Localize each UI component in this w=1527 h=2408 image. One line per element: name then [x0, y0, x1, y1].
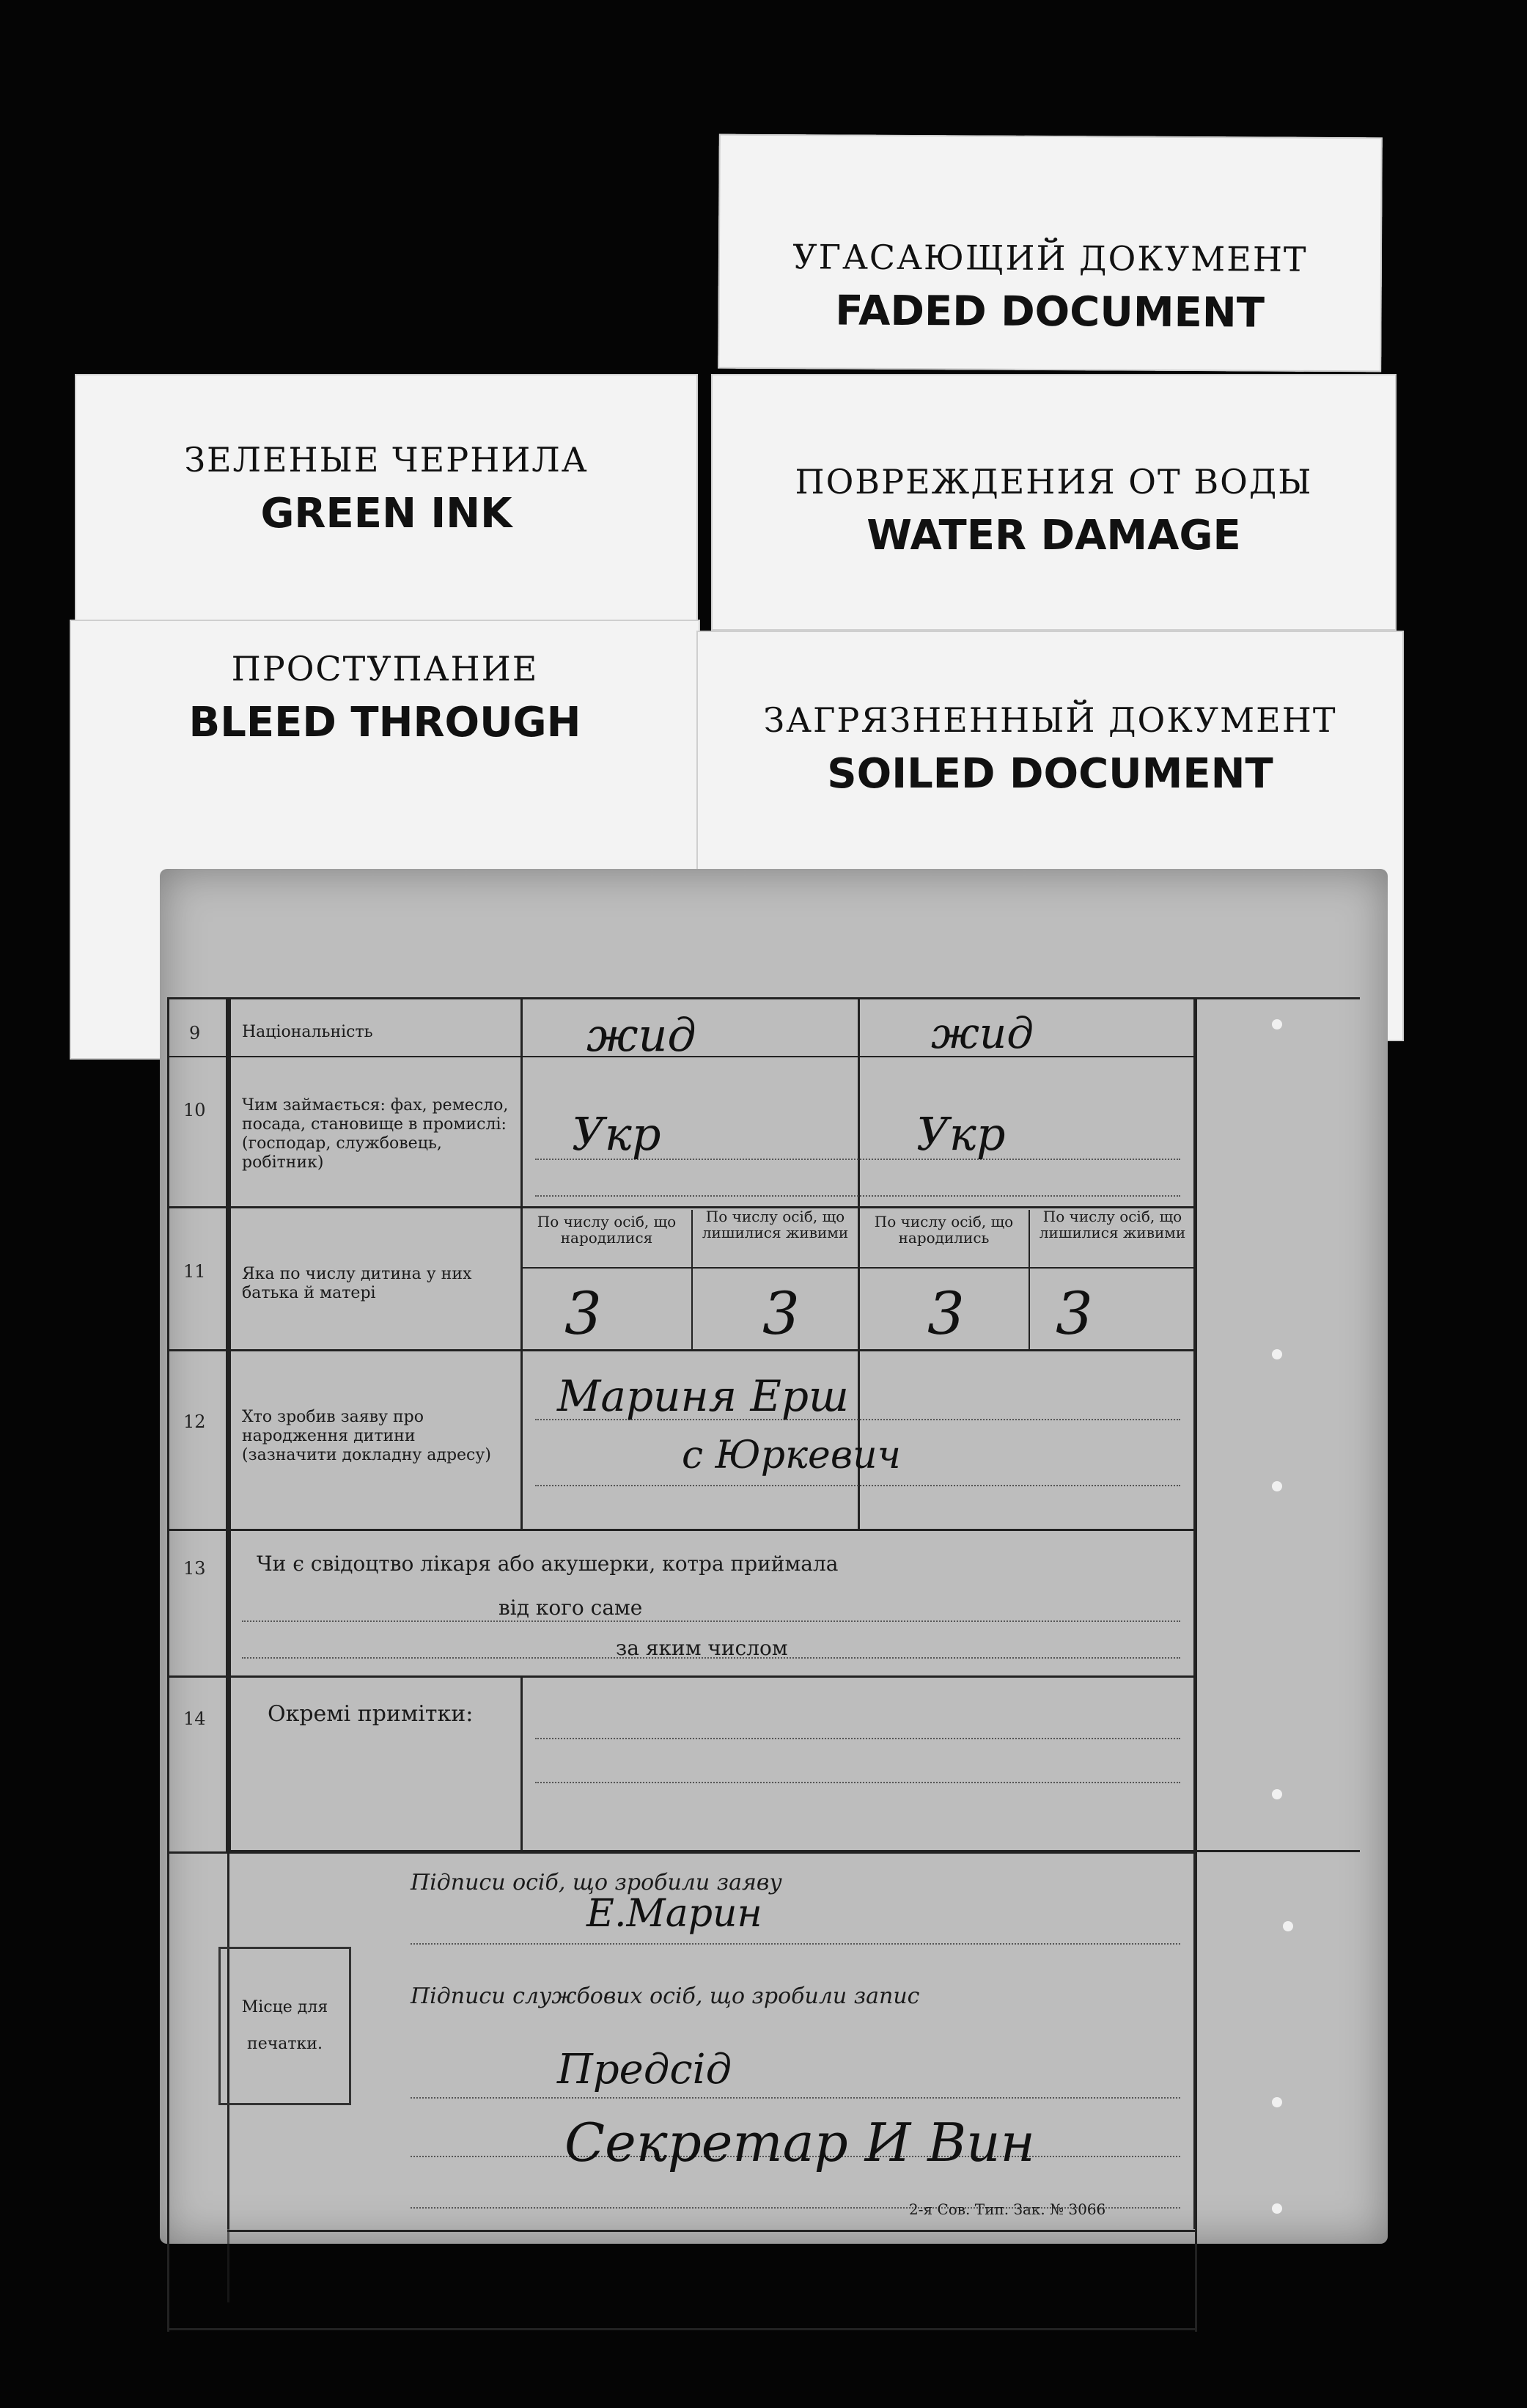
row-11-value-4: 3	[1056, 1280, 1093, 1348]
card-ru-text: ПОВРЕЖДЕНИЯ ОТ ВОДЫ	[795, 462, 1313, 502]
row-14-number: 14	[183, 1708, 206, 1729]
printer-footer: 2-я Сов. Тип. Зак. № 3066	[909, 2200, 1106, 2218]
row-13-line3: за яким числом	[616, 1636, 788, 1660]
row-12-number: 12	[183, 1412, 206, 1432]
applicant-signature: Е.Марин	[586, 1892, 762, 1936]
row-12-value-1: Мариня Ерш	[557, 1371, 849, 1421]
binding-hole	[1272, 2097, 1282, 2107]
row-11-value-2: 3	[762, 1280, 800, 1348]
row-14-label: Окремі примітки:	[268, 1701, 474, 1727]
card-ru-text: ЗЕЛЕНЫЕ ЧЕРНИЛА	[184, 440, 589, 480]
row-11-header-4: По числу осіб, що лишилися живими	[1039, 1208, 1186, 1241]
officials-label: Підписи службових осіб, що зробили запис	[411, 1983, 920, 2009]
row-9-number: 9	[189, 1023, 201, 1043]
row-13-label: Чи є свідоцтво лікаря або акушерки, котра приймала	[257, 1552, 839, 1576]
card-en-text: WATER DAMAGE	[866, 512, 1241, 559]
binding-hole	[1272, 1789, 1282, 1799]
row-10-value-1: Укр	[572, 1107, 661, 1161]
binding-hole	[1272, 2203, 1282, 2214]
binding-hole	[1272, 1481, 1282, 1491]
seal-label: Місце для печатки.	[241, 1998, 328, 2053]
row-11-header-1: По числу осіб, що народилися	[537, 1213, 677, 1247]
binding-hole	[1272, 1019, 1282, 1029]
row-11-number: 11	[183, 1261, 206, 1282]
row-13-number: 13	[183, 1558, 206, 1579]
row-9-value-1: жид	[586, 1008, 696, 1062]
row-10-label: Чим займається: фах, ремесло, посада, становище в промислі: (господар, службовець, робітник)	[242, 1096, 509, 1172]
card-ru-text: УГАСАЮЩИЙ ДОКУМЕНТ	[792, 237, 1308, 279]
official-signature-2: Секретар И Вин	[564, 2112, 1035, 2173]
binding-hole	[1283, 1921, 1293, 1931]
applicants-label: Підписи осіб, що зробили заяву	[411, 1870, 782, 1895]
row-12-value-2: с Юркевич	[682, 1434, 901, 1478]
row-11-value-3: 3	[927, 1280, 965, 1348]
binding-hole	[1272, 1349, 1282, 1359]
card-en-text: FADED DOCUMENT	[835, 287, 1265, 337]
card-en-text: GREEN INK	[260, 490, 512, 537]
row-11-value-1: 3	[564, 1280, 602, 1348]
card-ru-text: ЗАГРЯЗНЕННЫЙ ДОКУМЕНТ	[763, 700, 1337, 740]
card-ru-text: ПРОСТУПАНИЕ	[231, 649, 539, 689]
row-12-label: Хто зробив заяву про народження дитини (зазначити докладну адресу)	[242, 1408, 491, 1464]
row-11-header-2: По числу осіб, що лишилися живими	[702, 1208, 849, 1241]
row-11-header-3: По числу осіб, що народились	[874, 1213, 1014, 1247]
card-en-text: BLEED THROUGH	[188, 699, 581, 746]
seal-box	[218, 1947, 351, 2105]
row-9-label: Національність	[242, 1023, 373, 1041]
card-en-text: SOILED DOCUMENT	[827, 750, 1273, 798]
row-10-value-2: Укр	[916, 1107, 1006, 1161]
official-signature-1: Предсід	[557, 2046, 732, 2093]
row-13-line2: від кого саме	[498, 1596, 643, 1620]
row-9-value-2: жид	[931, 1008, 1034, 1058]
row-11-label: Яка по числу дитина у них батька й матері	[242, 1265, 472, 1302]
row-10-number: 10	[183, 1100, 206, 1120]
